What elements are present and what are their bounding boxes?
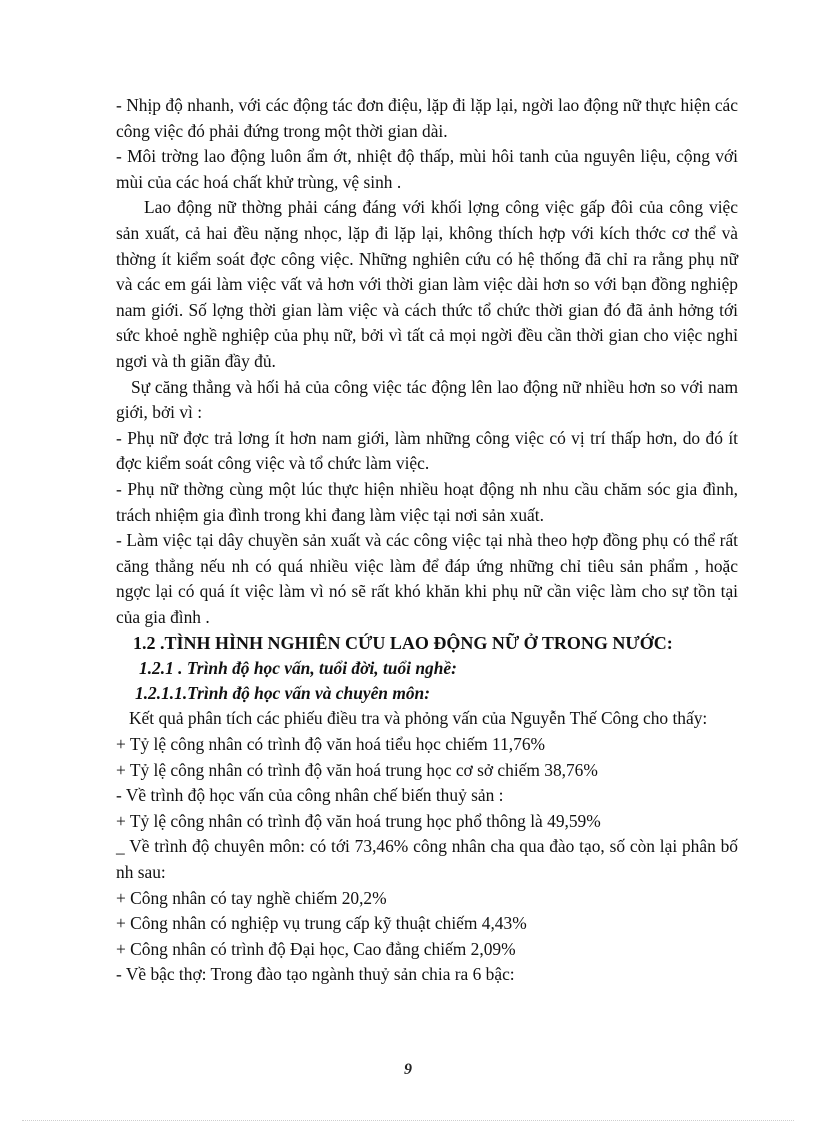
section-heading: 1.2 .TÌNH HÌNH NGHIÊN CỨU LAO ĐỘNG NỮ Ở TRONG NƯỚC:: [133, 633, 673, 654]
paragraph-survey-intro: Kết quả phân tích các phiếu điều tra và phỏng vấn của Nguyễn Thế Công cho thấy:: [129, 708, 708, 729]
paragraph-lower-pay: - Phụ nữ đợc trả lơng ít hơn nam giới, làm những công việc có vị trí thấp hơn, do đó ít đợc kiểm soát công việc và tổ chức làm việc.: [116, 427, 738, 474]
page-number: 9: [404, 1061, 412, 1078]
paragraph-stress-intro: Sự căng thẳng và hối hả của công việc tác động lên lao động nữ nhiều hơn so với nam giới, bởi vì :: [116, 376, 738, 423]
list-item: + Công nhân có tay nghề chiếm 20,2%: [116, 887, 387, 908]
paragraph-work-environment: - Môi trờng lao động luôn ẩm ớt, nhiệt độ thấp, mùi hôi tanh của nguyên liệu, cộng với mùi của các hoá chất khử trùng, vệ sinh .: [116, 146, 738, 192]
list-item: + Tỷ lệ công nhân có trình độ văn hoá trung học phổ thông là 49,59%: [116, 810, 601, 831]
list-item: + Tỷ lệ công nhân có trình độ văn hoá tiểu học chiếm 11,76%: [116, 734, 546, 755]
list-item: _ Về trình độ chuyên môn: có tới 73,46% công nhân cha qua đào tạo, số còn lại phân bố nh sau:: [116, 836, 738, 883]
document-body: [116, 93, 738, 988]
paragraph-work-pace: - Nhịp độ nhanh, với các động tác đơn điệu, lặp đi lặp lại, ngời lao động nữ thực hiện các công việc đó phải đứng trong một thời gian dài.: [116, 95, 738, 141]
list-item: - Về bậc thợ: Trong đào tạo ngành thuỷ sản chia ra 6 bậc:: [116, 964, 515, 985]
subsection-heading: 1.2.1 . Trình độ học vấn, tuổi đời, tuổi nghề:: [139, 658, 457, 679]
list-item: + Tỷ lệ công nhân có trình độ văn hoá trung học cơ sở chiếm 38,76%: [116, 759, 598, 780]
paragraph-production-line: - Làm việc tại dây chuyền sản xuất và các công việc tại nhà theo hợp đồng phụ có thể rất căng thẳng nếu nh có quá nhiều việc làm để đáp ứng những chỉ tiêu sản phẩm , hoặc ngợc lại có quá ít việc làm vì nó sẽ rất khó khăn khi phụ nữ cần việc làm cho sự tồn tại của gia đình .: [116, 530, 738, 627]
list-item: + Công nhân có trình độ Đại học, Cao đẳng chiếm 2,09%: [116, 938, 516, 959]
list-item: + Công nhân có nghiệp vụ trung cấp kỹ thuật chiếm 4,43%: [116, 913, 527, 934]
list-item: - Về trình độ học vấn của công nhân chế biến thuỷ sản :: [116, 785, 504, 806]
subsubsection-heading: 1.2.1.1.Trình độ học vấn và chuyên môn:: [135, 683, 431, 704]
page-bottom-divider: [22, 1120, 794, 1121]
paragraph-multiple-roles: - Phụ nữ thờng cùng một lúc thực hiện nhiều hoạt động nh nhu cầu chăm sóc gia đình, trách nhiệm gia đình trong khi đang làm việc tại nơi sản xuất.: [116, 478, 738, 525]
paragraph-workload: Lao động nữ thờng phải cáng đáng với khối lợng công việc gấp đôi của công việc sản xuất, cả hai đều nặng nhọc, lặp đi lặp lại, không thích hợp với kích thớc cơ thể và thờng ít kiểm soát đợc công việc. Những nghiên cứu có hệ thống đã chỉ ra rằng phụ nữ và các em gái làm việc vất vả hơn với thời gian làm việc dài hơn so với bạn đồng nghiệp nam giới. Số lợng thời gian làm việc và cách thức tổ chức thời gian đó đã ảnh hởng tới sức khoẻ nghề nghiệp của phụ nữ, bởi vì tất cả mọi ngời đều cần thời gian cho việc nghỉ ngơi và th giãn đầy đủ.: [116, 197, 738, 371]
